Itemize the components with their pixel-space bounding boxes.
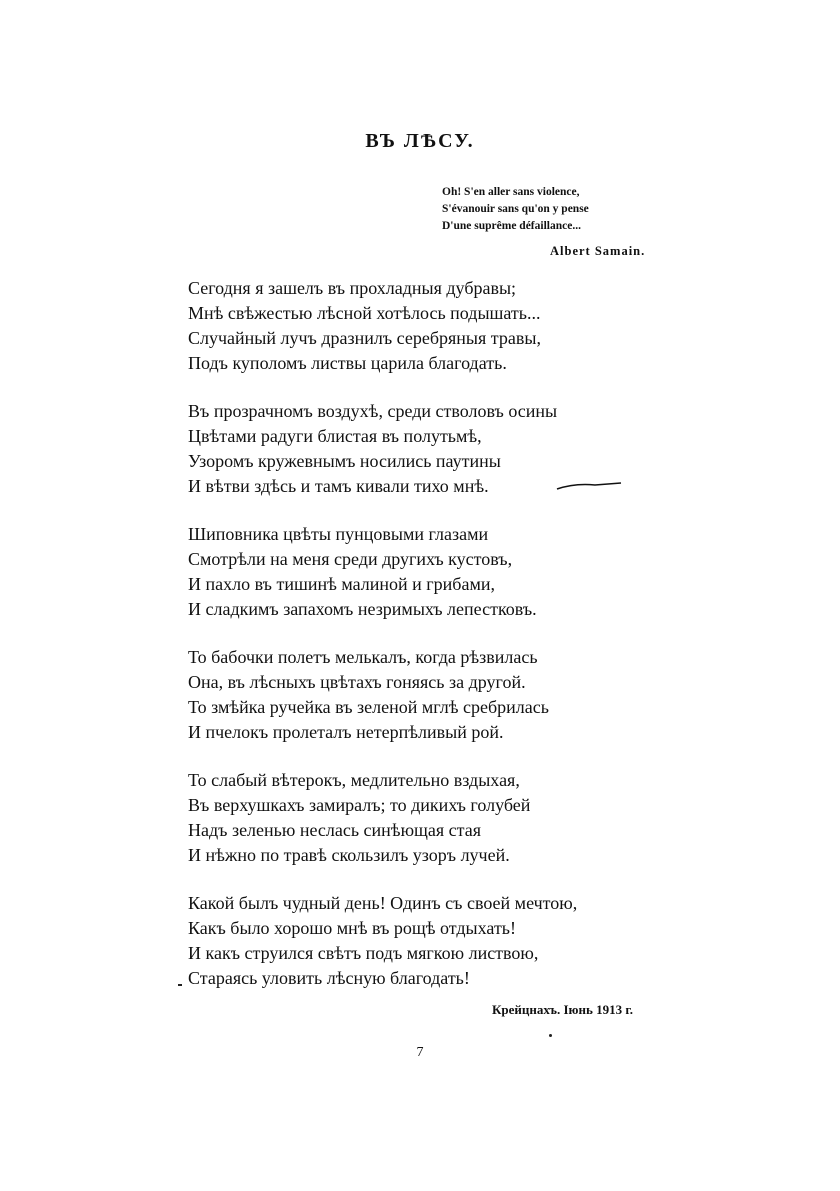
epigraph-author: Albert Samain.	[550, 244, 646, 258]
stanza	[188, 276, 748, 376]
epigraph-line: S'évanouir sans qu'on y pense	[442, 203, 589, 215]
poem-line: Цвѣтами радуги блистая въ полутьмѣ,	[188, 426, 482, 446]
stanza	[188, 399, 748, 499]
epigraph-line: Oh! S'en aller sans violence,	[442, 186, 580, 198]
page-number: 7	[416, 1045, 424, 1060]
poem-line: Шиповника цвѣты пунцовыми глазами	[188, 524, 489, 544]
epigraph	[442, 184, 702, 235]
poem-body	[188, 276, 748, 1014]
ink-speck	[549, 1034, 552, 1037]
poem-line: Какъ было хорошо мнѣ въ рощѣ отдыхать!	[188, 918, 517, 938]
poem-line: То бабочки полетъ мелькалъ, когда рѣзвилась	[188, 647, 538, 667]
stanza	[188, 522, 748, 622]
poem-line: Въ прозрачномъ воздухѣ, среди стволовъ осины	[188, 401, 558, 421]
pen-stroke-mark	[555, 477, 625, 493]
poem-line: И вѣтви здѣсь и тамъ кивали тихо мнѣ.	[188, 476, 489, 496]
stanza	[188, 645, 748, 745]
poem-line: И нѣжно по травѣ скользилъ узоръ лучей.	[188, 845, 510, 865]
ink-speck	[178, 984, 182, 986]
poem-line: Надъ зеленью неслась синѣющая стая	[188, 820, 481, 840]
place-date-signature: Крейцнахъ. Іюнь 1913 г.	[492, 1002, 634, 1017]
poem-line: Она, въ лѣсныхъ цвѣтахъ гоняясь за другой.	[188, 672, 526, 692]
poem-line: Какой былъ чудный день! Одинъ съ своей мечтою,	[188, 893, 578, 913]
poem-line: Сегодня я зашелъ въ прохладныя дубравы;	[188, 278, 517, 298]
poem-line: Стараясь уловить лѣсную благодать!	[188, 968, 470, 988]
poem-line: И пчелокъ пролеталъ нетерпѣливый рой.	[188, 722, 504, 742]
poem-line: И сладкимъ запахомъ незримыхъ лепестковъ.	[188, 599, 537, 619]
poem-line: То змѣйка ручейка въ зеленой мглѣ сребрилась	[188, 697, 549, 717]
poem-line: Мнѣ свѣжестью лѣсной хотѣлось подышать...	[188, 303, 541, 323]
poem-line: Случайный лучъ дразнилъ серебряныя травы,	[188, 328, 541, 348]
poem-title: ВЪ ЛѢСУ.	[365, 130, 475, 152]
poem-line: И пахло въ тишинѣ малиной и грибами,	[188, 574, 495, 594]
stanza	[188, 891, 748, 991]
poem-line: То слабый вѣтерокъ, медлительно вздыхая,	[188, 770, 520, 790]
poem-line: Узоромъ кружевнымъ носились паутины	[188, 451, 501, 471]
poem-line: Въ верхушкахъ замиралъ; то дикихъ голубей	[188, 795, 531, 815]
stanza	[188, 768, 748, 868]
poem-line: Смотрѣли на меня среди другихъ кустовъ,	[188, 549, 513, 569]
poem-line: И какъ струился свѣтъ подъ мягкою листвою,	[188, 943, 539, 963]
poem-line: Подъ куполомъ листвы царила благодать.	[188, 353, 507, 373]
epigraph-line: D'une suprême défaillance...	[442, 220, 581, 232]
